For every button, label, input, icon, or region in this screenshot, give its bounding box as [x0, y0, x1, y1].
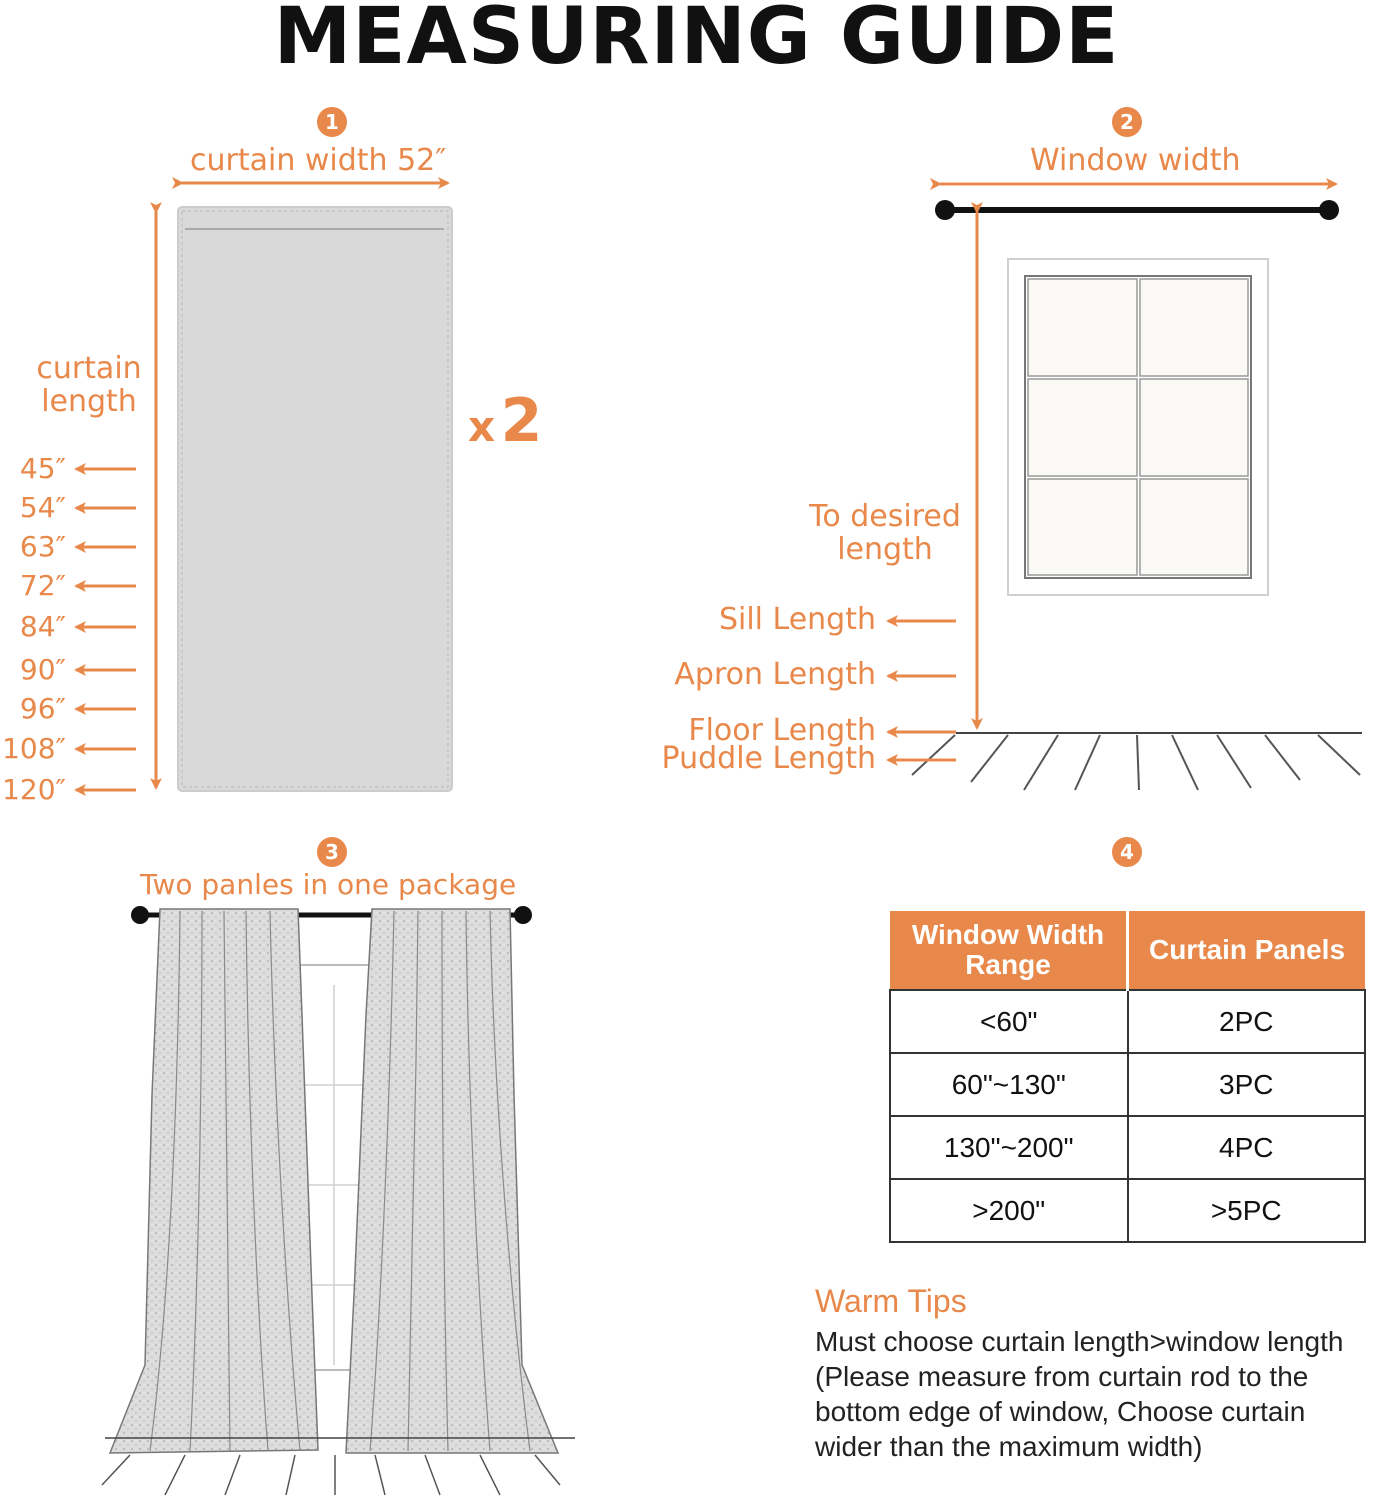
table-row: [890, 990, 1365, 1053]
puddle-length-label: Puddle Length: [661, 741, 876, 776]
left-curtain-panel: [110, 909, 318, 1453]
package-caption: Two panles in one package: [140, 868, 517, 901]
curtain-width-label: curtain width 52″: [190, 143, 447, 178]
size-label: 90″: [19, 653, 66, 686]
table-cell: 4PC: [1128, 1116, 1366, 1179]
table-header-curtain-panels: Curtain Panels: [1128, 911, 1366, 990]
panel-multiplier: x 2: [468, 386, 543, 456]
size-label: 54″: [19, 491, 66, 524]
step-4-badge: 4: [1112, 837, 1142, 867]
table-header-window-width: Window Width Range: [890, 911, 1128, 990]
sill-length-label: Sill Length: [718, 602, 876, 637]
size-label: 72″: [19, 569, 66, 602]
tip-line: (Please measure from curtain rod to the: [815, 1361, 1309, 1392]
table-cell: 60"~130": [890, 1053, 1128, 1116]
panel-count-table: [889, 911, 1366, 1243]
warm-tips-title: Warm Tips: [815, 1283, 967, 1319]
step-3-badge: 3: [317, 837, 347, 867]
table-row: [890, 1179, 1365, 1242]
step-1-badge: 1: [317, 107, 347, 137]
page-title: MEASURING GUIDE: [273, 0, 1120, 82]
table-cell: >200": [890, 1179, 1128, 1242]
size-label: 84″: [19, 610, 66, 643]
curtain-panel: [178, 207, 452, 791]
size-label: 96″: [19, 692, 66, 725]
hanging-curtains-illustration: [90, 895, 590, 1500]
table-cell: >5PC: [1128, 1179, 1366, 1242]
table-row: [890, 1116, 1365, 1179]
size-label: 45″: [19, 452, 66, 485]
table-cell: 2PC: [1128, 990, 1366, 1053]
step-2-badge: 2: [1112, 107, 1142, 137]
table-cell: 130"~200": [890, 1116, 1128, 1179]
tip-line: wider than the maximum width): [815, 1431, 1203, 1462]
size-label: 63″: [19, 530, 66, 563]
table-cell: 3PC: [1128, 1053, 1366, 1116]
floor-length-label: Floor Length: [688, 713, 876, 748]
warm-tips-body: [815, 1324, 1393, 1464]
right-curtain-panel: [346, 909, 558, 1453]
size-label: 120″: [2, 773, 66, 806]
window-diagram: [660, 0, 1393, 830]
table-row: [890, 1053, 1365, 1116]
curtain-length-label: curtain length: [36, 351, 142, 419]
window-width-label: Window width: [1030, 143, 1241, 178]
apron-length-label: Apron Length: [674, 657, 876, 692]
table-cell: <60": [890, 990, 1128, 1053]
tip-line: Must choose curtain length>window length: [815, 1326, 1344, 1357]
size-label: 108″: [2, 732, 66, 765]
desired-length-label: To desired length: [809, 499, 961, 567]
tip-line: bottom edge of window, Choose curtain: [815, 1396, 1306, 1427]
